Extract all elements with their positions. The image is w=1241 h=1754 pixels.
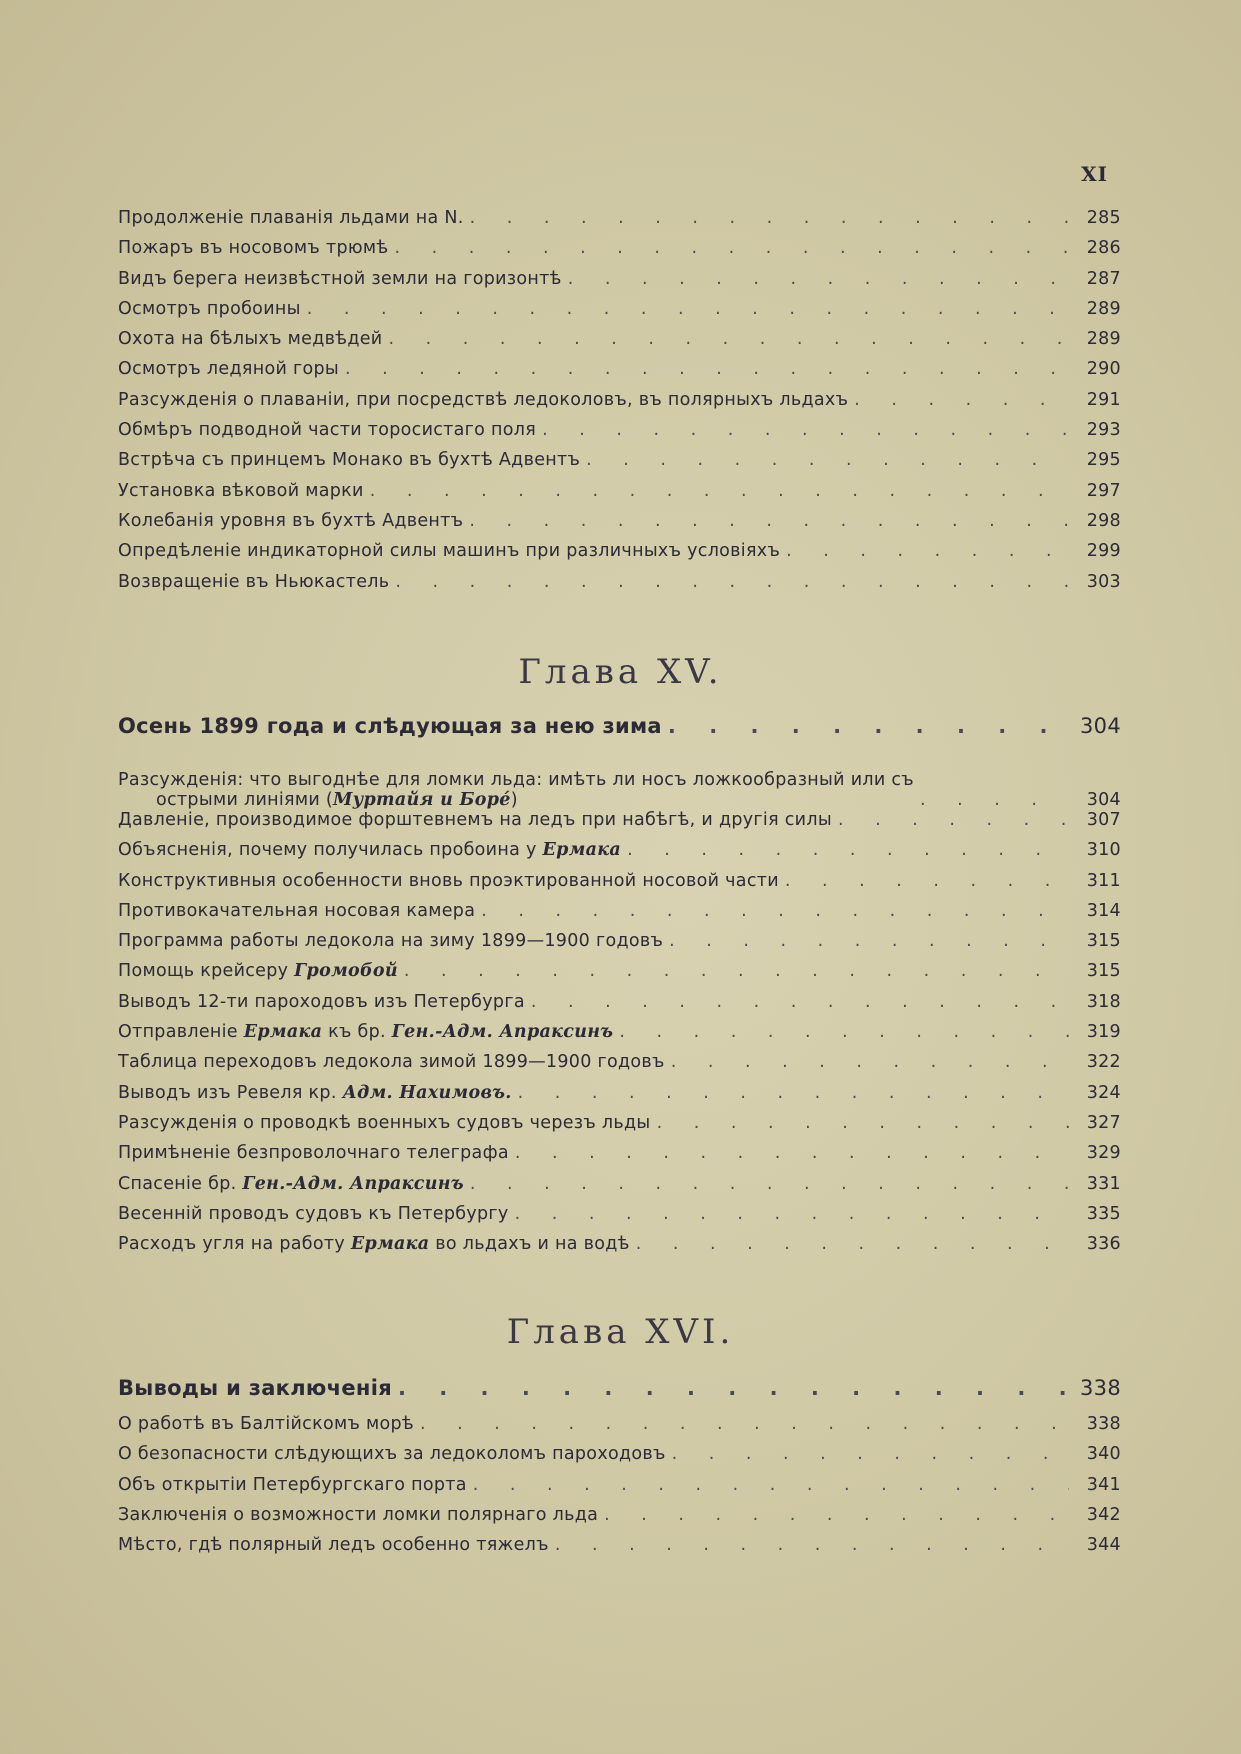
- toc-page-number: 310: [1086, 840, 1121, 861]
- toc-page-number: 331: [1086, 1173, 1121, 1194]
- toc-page-number: 297: [1086, 480, 1121, 501]
- toc-entry[interactable]: Расходъ угля на работу Ермака во льдахъ и на водѣ . . . 336: [118, 1234, 1121, 1264]
- page-number: XI: [1081, 162, 1108, 186]
- ship-name: Ермака: [243, 1022, 323, 1043]
- toc-page-number: 315: [1086, 931, 1121, 952]
- toc-entry[interactable]: Возвращеніе въ Ньюкастель . . . 303: [118, 572, 1121, 602]
- toc-page-number: 289: [1086, 329, 1121, 350]
- toc-page-number: 341: [1086, 1474, 1121, 1495]
- toc-entry[interactable]: Давленіе, производимое форштевнемъ на ледъ при набѣгѣ, и другія силы . . . 307: [118, 810, 1121, 840]
- ship-name: Ген.-Адм. Апраксинъ: [391, 1022, 614, 1043]
- toc-entry[interactable]: Осмотръ пробоины . . . 289: [118, 299, 1121, 329]
- toc-entry[interactable]: Колебанія уровня въ бухтѣ Адвентъ . . . 298: [118, 511, 1121, 541]
- chapter-heading: Глава XVI.: [506, 1312, 735, 1352]
- toc-entry[interactable]: Встрѣча съ принцемъ Монако въ бухтѣ Адвентъ . . . 295: [118, 450, 1121, 480]
- toc-page-number: 329: [1086, 1143, 1121, 1164]
- toc-entry[interactable]: Разсужденія о проводкѣ военныхъ судовъ черезъ льды . . . 327: [118, 1113, 1121, 1143]
- toc-page-number: 322: [1086, 1052, 1121, 1073]
- toc-page-number: 286: [1086, 238, 1121, 259]
- chapter-heading: Глава XV.: [518, 652, 723, 692]
- toc-entry[interactable]: О работѣ въ Балтійскомъ морѣ . . . 338: [118, 1414, 1121, 1444]
- ship-name: Адм. Нахимовъ.: [342, 1082, 512, 1103]
- toc-page-number: 298: [1086, 510, 1121, 531]
- toc-entry[interactable]: Обмѣръ подводной части торосистаго поля . . . 293: [118, 420, 1121, 450]
- ship-name: Ген.-Адм. Апраксинъ: [242, 1173, 464, 1194]
- toc-page-number: 335: [1086, 1203, 1121, 1224]
- toc-page-number: 311: [1086, 870, 1121, 891]
- toc-page-number: 336: [1086, 1234, 1121, 1255]
- toc-page-number: 295: [1086, 450, 1121, 471]
- toc-entry[interactable]: Видъ берега неизвѣстной земли на горизонтѣ . . . 287: [118, 269, 1121, 299]
- toc-entry[interactable]: Объясненія, почему получилась пробоина у Ермака . . . 310: [118, 840, 1121, 870]
- toc-entry[interactable]: Заключенія о возможности ломки полярнаго льда . . . 342: [118, 1505, 1121, 1535]
- toc-page-number: 299: [1086, 541, 1121, 562]
- toc-entry[interactable]: Таблица переходовъ ледокола зимой 1899—1900 годовъ . . . 322: [118, 1052, 1121, 1082]
- toc-entry[interactable]: Опредѣленіе индикаторной силы машинъ при различныхъ условіяхъ . . . 299: [118, 541, 1121, 571]
- toc-page-number: 287: [1086, 268, 1121, 289]
- toc-entry[interactable]: Мѣсто, гдѣ полярный ледъ особенно тяжелъ . . . 344: [118, 1535, 1121, 1565]
- toc-entry[interactable]: Программа работы ледокола на зиму 1899—1900 годовъ . . . 315: [118, 931, 1121, 961]
- toc-page-number: 290: [1086, 359, 1121, 380]
- toc-page-number: 338: [1086, 1414, 1121, 1434]
- toc-page-number: 315: [1086, 961, 1121, 982]
- toc-entry[interactable]: О безопасности слѣдующихъ за ледоколомъ пароходовъ . . . 340: [118, 1444, 1121, 1474]
- toc-chapter-15: [118, 714, 1121, 1264]
- toc-entry[interactable]: Примѣненіе безпроволочнаго телеграфа . . . 329: [118, 1143, 1121, 1173]
- toc-page-number: 344: [1086, 1535, 1121, 1556]
- ship-name: Громобой: [294, 961, 398, 982]
- toc-page-number: 324: [1086, 1082, 1121, 1103]
- toc-page-number: 303: [1086, 571, 1121, 592]
- ship-name: Ермака: [350, 1234, 430, 1255]
- toc-chapter-main-entry[interactable]: Осень 1899 года и слѣдующая за нею зима . . . 304: [118, 714, 1121, 752]
- toc-page-number: 342: [1086, 1504, 1121, 1525]
- toc-page-number: 327: [1086, 1112, 1121, 1133]
- toc-page-number: 293: [1086, 420, 1121, 441]
- toc-entry[interactable]: Весенній проводъ судовъ къ Петербургу . . . 335: [118, 1204, 1121, 1234]
- toc-entry[interactable]: Противокачательная носовая камера . . . 314: [118, 901, 1121, 931]
- toc-entry[interactable]: Охота на бѣлыхъ медвѣдей . . . 289: [118, 329, 1121, 359]
- toc-page-number: 289: [1086, 298, 1121, 319]
- toc-page-number: 285: [1086, 208, 1121, 228]
- toc-entry[interactable]: Разсужденія: что выгоднѣе для ломки льда: имѣть ли носъ ложкообразный или съ острыми линіями (Муртайя и Борé) . . . 304: [118, 752, 1121, 810]
- toc-page-number: 291: [1086, 389, 1121, 410]
- toc-page-number: 318: [1086, 991, 1121, 1012]
- toc-chapter-main-entry[interactable]: Выводы и заключенія . . . 338: [118, 1376, 1121, 1414]
- toc-entry[interactable]: Отправленіе Ермака къ бр. Ген.-Адм. Апраксинъ . . . 319: [118, 1022, 1121, 1052]
- toc-entry[interactable]: Объ открытіи Петербургскаго порта . . . 341: [118, 1475, 1121, 1505]
- toc-page-number: 307: [1086, 810, 1121, 830]
- toc-chapter-16: [118, 1376, 1121, 1565]
- toc-entry[interactable]: Выводъ 12-ти пароходовъ изъ Петербурга . . . 318: [118, 992, 1121, 1022]
- toc-page-number: 338: [1080, 1376, 1121, 1400]
- toc-page-number: 319: [1086, 1022, 1121, 1043]
- toc-page-number: 314: [1086, 900, 1121, 921]
- toc-section-continuation: [118, 208, 1121, 602]
- toc-entry[interactable]: Осмотръ ледяной горы . . . 290: [118, 359, 1121, 389]
- toc-entry[interactable]: Пожаръ въ носовомъ трюмѣ . . . 286: [118, 238, 1121, 268]
- toc-page-number: 304: [1086, 790, 1121, 810]
- toc-entry[interactable]: Помощь крейсеру Громобой . . . 315: [118, 961, 1121, 991]
- ship-name: Ермака: [542, 840, 622, 861]
- toc-entry[interactable]: Установка вѣковой марки . . . 297: [118, 481, 1121, 511]
- toc-entry[interactable]: Разсужденія о плаваніи, при посредствѣ ледоколовъ, въ полярныхъ льдахъ . . . 291: [118, 390, 1121, 420]
- toc-entry[interactable]: Продолженіе плаванія льдами на N. . . . 285: [118, 208, 1121, 238]
- toc-page-number: 304: [1080, 714, 1121, 738]
- toc-entry[interactable]: Конструктивныя особенности вновь проэктированной носовой части . . . 311: [118, 871, 1121, 901]
- toc-entry[interactable]: Спасеніе бр. Ген.-Адм. Апраксинъ . . . 331: [118, 1174, 1121, 1204]
- toc-page-number: 340: [1086, 1444, 1121, 1465]
- toc-entry[interactable]: Выводъ изъ Ревеля кр. Адм. Нахимовъ. . . . 324: [118, 1083, 1121, 1113]
